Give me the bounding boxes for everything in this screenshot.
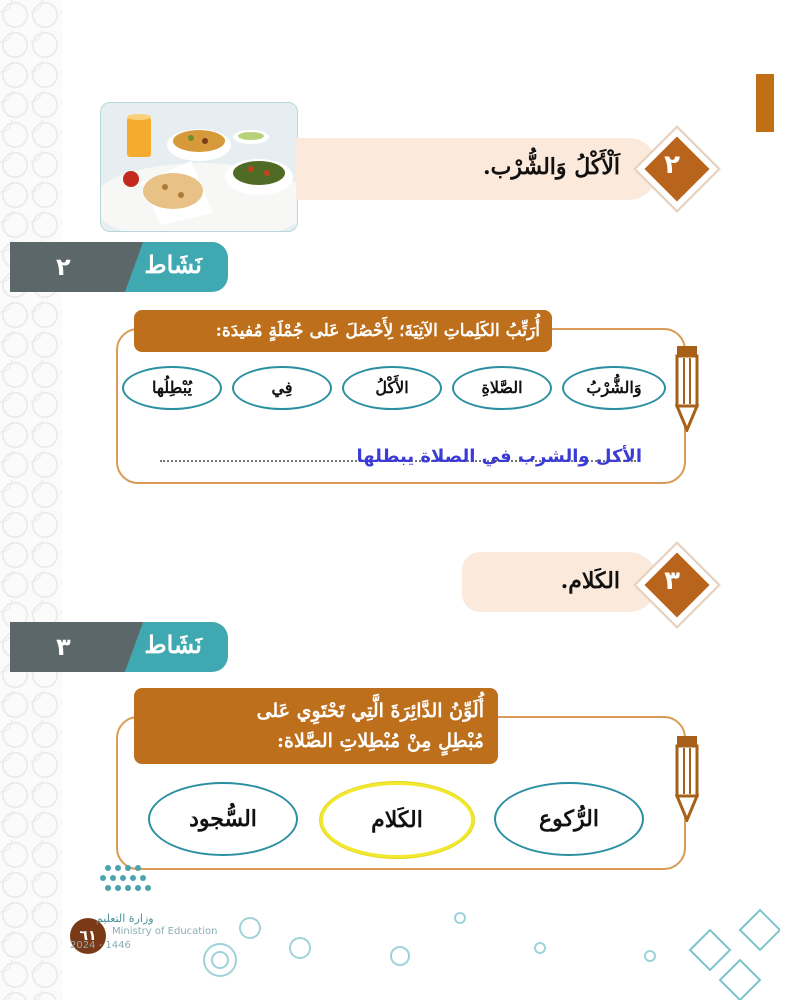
decorative-side-pattern: [0, 0, 62, 1000]
instruction-line: أُلَوِّنُ الدَّائِرَةَ الَّتِي تَحْتَوِي عَلى: [256, 700, 484, 722]
activity-bar: [10, 622, 228, 672]
instruction-line: مُبْطِلٍ مِنْ مُبْطِلاتِ الصَّلاة:: [277, 730, 484, 752]
decorative-footer-pattern: [180, 900, 780, 1000]
ministry-name-en: Ministry of Education: [112, 926, 218, 937]
task-instruction: أُرَتِّبُ الكَلِماتِ الآتِيَةَ؛ لِأَحْصُلَ عَلى جُمْلَةٍ مُفيدَة:: [134, 310, 552, 352]
answer-option[interactable]: السُّجود: [148, 782, 298, 856]
activity-bar: [10, 242, 228, 292]
activity-number: ٣: [10, 622, 118, 672]
task-instruction: [134, 688, 498, 764]
section-number: ٢: [664, 150, 680, 180]
word-option[interactable]: يُبْطِلُها: [122, 366, 222, 410]
section-title: اَلْأَكْلُ وَالشُّرْب.: [482, 154, 620, 180]
handwritten-answer: الأكل والشرب في الصلاة يبطلها: [356, 446, 642, 467]
word-option[interactable]: فِي: [232, 366, 332, 410]
answer-option-selected[interactable]: الكَلام: [320, 782, 474, 858]
word-option[interactable]: وَالشُّرْبُ: [562, 366, 666, 410]
activity-label: نَشَاط: [144, 250, 202, 279]
page-number: ٦١: [70, 918, 106, 954]
activity-number: ٢: [10, 242, 118, 292]
section-title-banner: [462, 552, 658, 612]
answer-option[interactable]: الرُّكوع: [494, 782, 644, 856]
section-title-banner: [296, 138, 658, 200]
ministry-name-ar: وزارة التعليم: [96, 912, 154, 925]
activity-label: نَشَاط: [144, 630, 202, 659]
word-option[interactable]: الصَّلاةِ: [452, 366, 552, 410]
edition-year: 2024 - 1446: [70, 940, 131, 951]
pencil-icon: [674, 736, 700, 822]
food-photo: [100, 102, 298, 232]
pencil-icon: [674, 346, 700, 432]
page-corner-tab: [756, 74, 774, 132]
section-number: ٣: [664, 566, 680, 596]
word-option[interactable]: الأَكْلُ: [342, 366, 442, 410]
section-title: الكَلام.: [560, 568, 620, 594]
